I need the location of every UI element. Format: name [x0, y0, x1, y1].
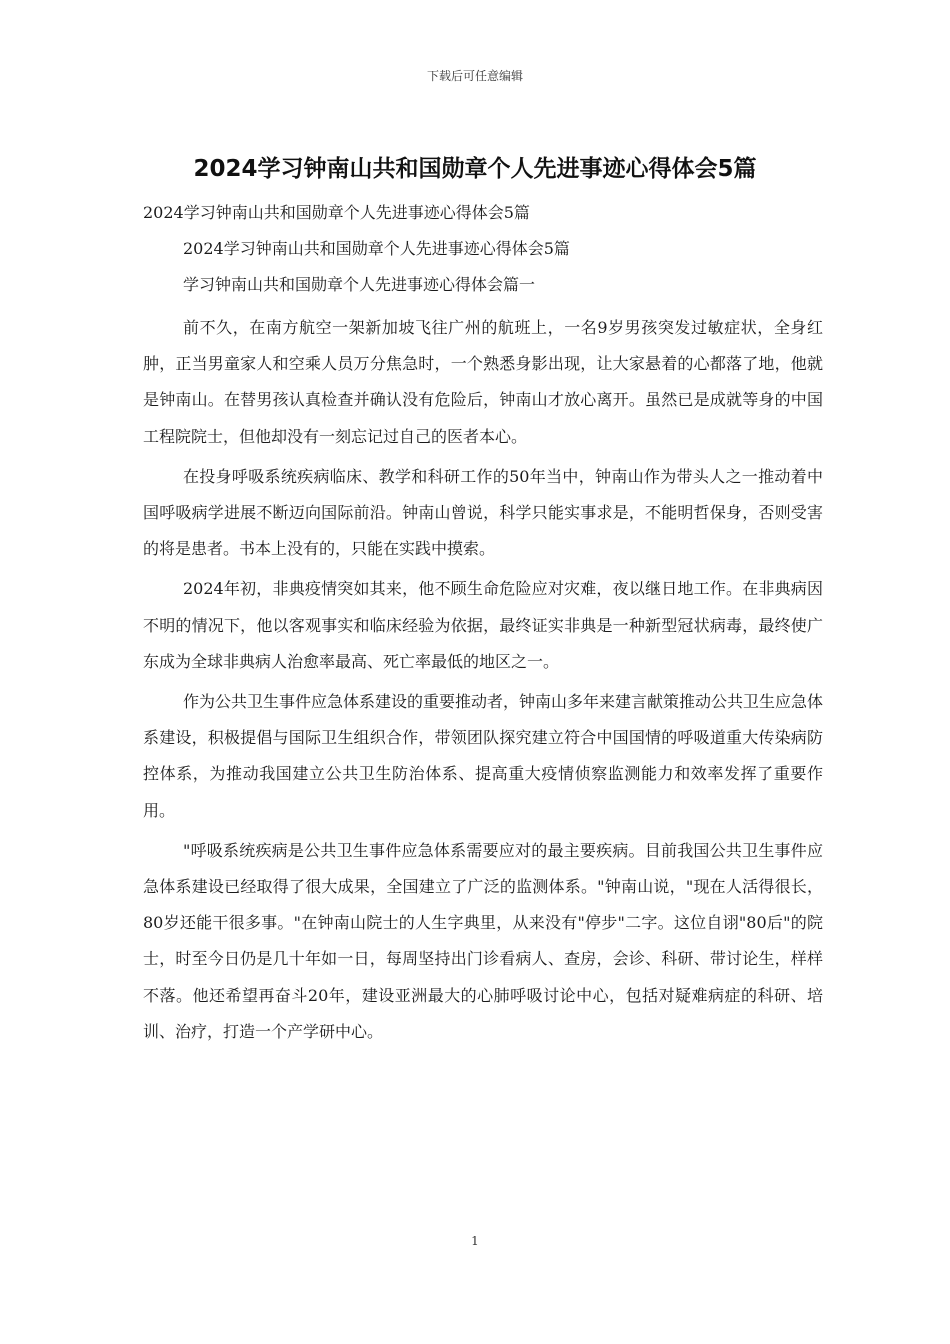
page-header: 下载后可任意编辑	[426, 69, 523, 83]
section-heading: 学习钟南山共和国勋章个人先进事迹心得体会篇一	[183, 275, 536, 294]
paragraph-3: 2024年初，非典疫情突如其来，他不顾生命危险应对灾难，夜以继日地工作。在非典病因不明的情况下，他以客观事实和临床经验为依据，最终证实非典是一种新型冠状病毒，最终使广东成为全球非典病人治愈率最高、死亡率最低的地区之一。	[143, 579, 823, 671]
body-text	[143, 310, 823, 1054]
subtitle-1: 2024学习钟南山共和国勋章个人先进事迹心得体会5篇	[143, 203, 530, 222]
paragraph-2: 在投身呼吸系统疾病临床、教学和科研工作的50年当中，钟南山作为带头人之一推动着中国呼吸病学进展不断迈向国际前沿。钟南山曾说，科学只能实事求是，不能明哲保身，否则受害的将是患者。书本上没有的，只能在实践中摸索。	[143, 466, 823, 559]
subtitle-2: 2024学习钟南山共和国勋章个人先进事迹心得体会5篇	[183, 239, 570, 258]
paragraph-1: 前不久，在南方航空一架新加坡飞往广州的航班上，一名9岁男孩突发过敏症状，全身红肿，正当男童家人和空乘人员万分焦急时，一个熟悉身影出现，让大家悬着的心都落了地，他就是钟南山。在替男孩认真检查并确认没有危险后，钟南山才放心离开。虽然已是成就等身的中国工程院院士，但他却没有一刻忘记过自己的医者本心。	[143, 318, 823, 446]
paragraph-5: "呼吸系统疾病是公共卫生事件应急体系需要应对的最主要疾病。目前我国公共卫生事件应急体系建设已经取得了很大成果，全国建立了广泛的监测体系。"钟南山说，"现在人活得很长，80岁还能干很多事。"在钟南山院士的人生字典里，从来没有"停步"二字。这位自诩"80后"的院士，时至今日仍是几十年如一日，每周坚持出门诊看病人、查房，会诊、科研、带讨论生，样样不落。他还希望再奋斗20年，建设亚洲最大的心肺呼吸讨论中心，包括对疑难病症的科研、培训、治疗，打造一个产学研中心。	[143, 840, 823, 1041]
page-number: 1	[471, 1234, 479, 1248]
document-title: 2024学习钟南山共和国勋章个人先进事迹心得体会5篇	[193, 156, 757, 182]
paragraph-4: 作为公共卫生事件应急体系建设的重要推动者，钟南山多年来建言献策推动公共卫生应急体系建设，积极提倡与国际卫生组织合作，带领团队探究建立符合中国国情的呼吸道重大传染病防控体系，为推动我国建立公共卫生防治体系、提高重大疫情侦察监测能力和效率发挥了重要作用。	[143, 692, 824, 820]
